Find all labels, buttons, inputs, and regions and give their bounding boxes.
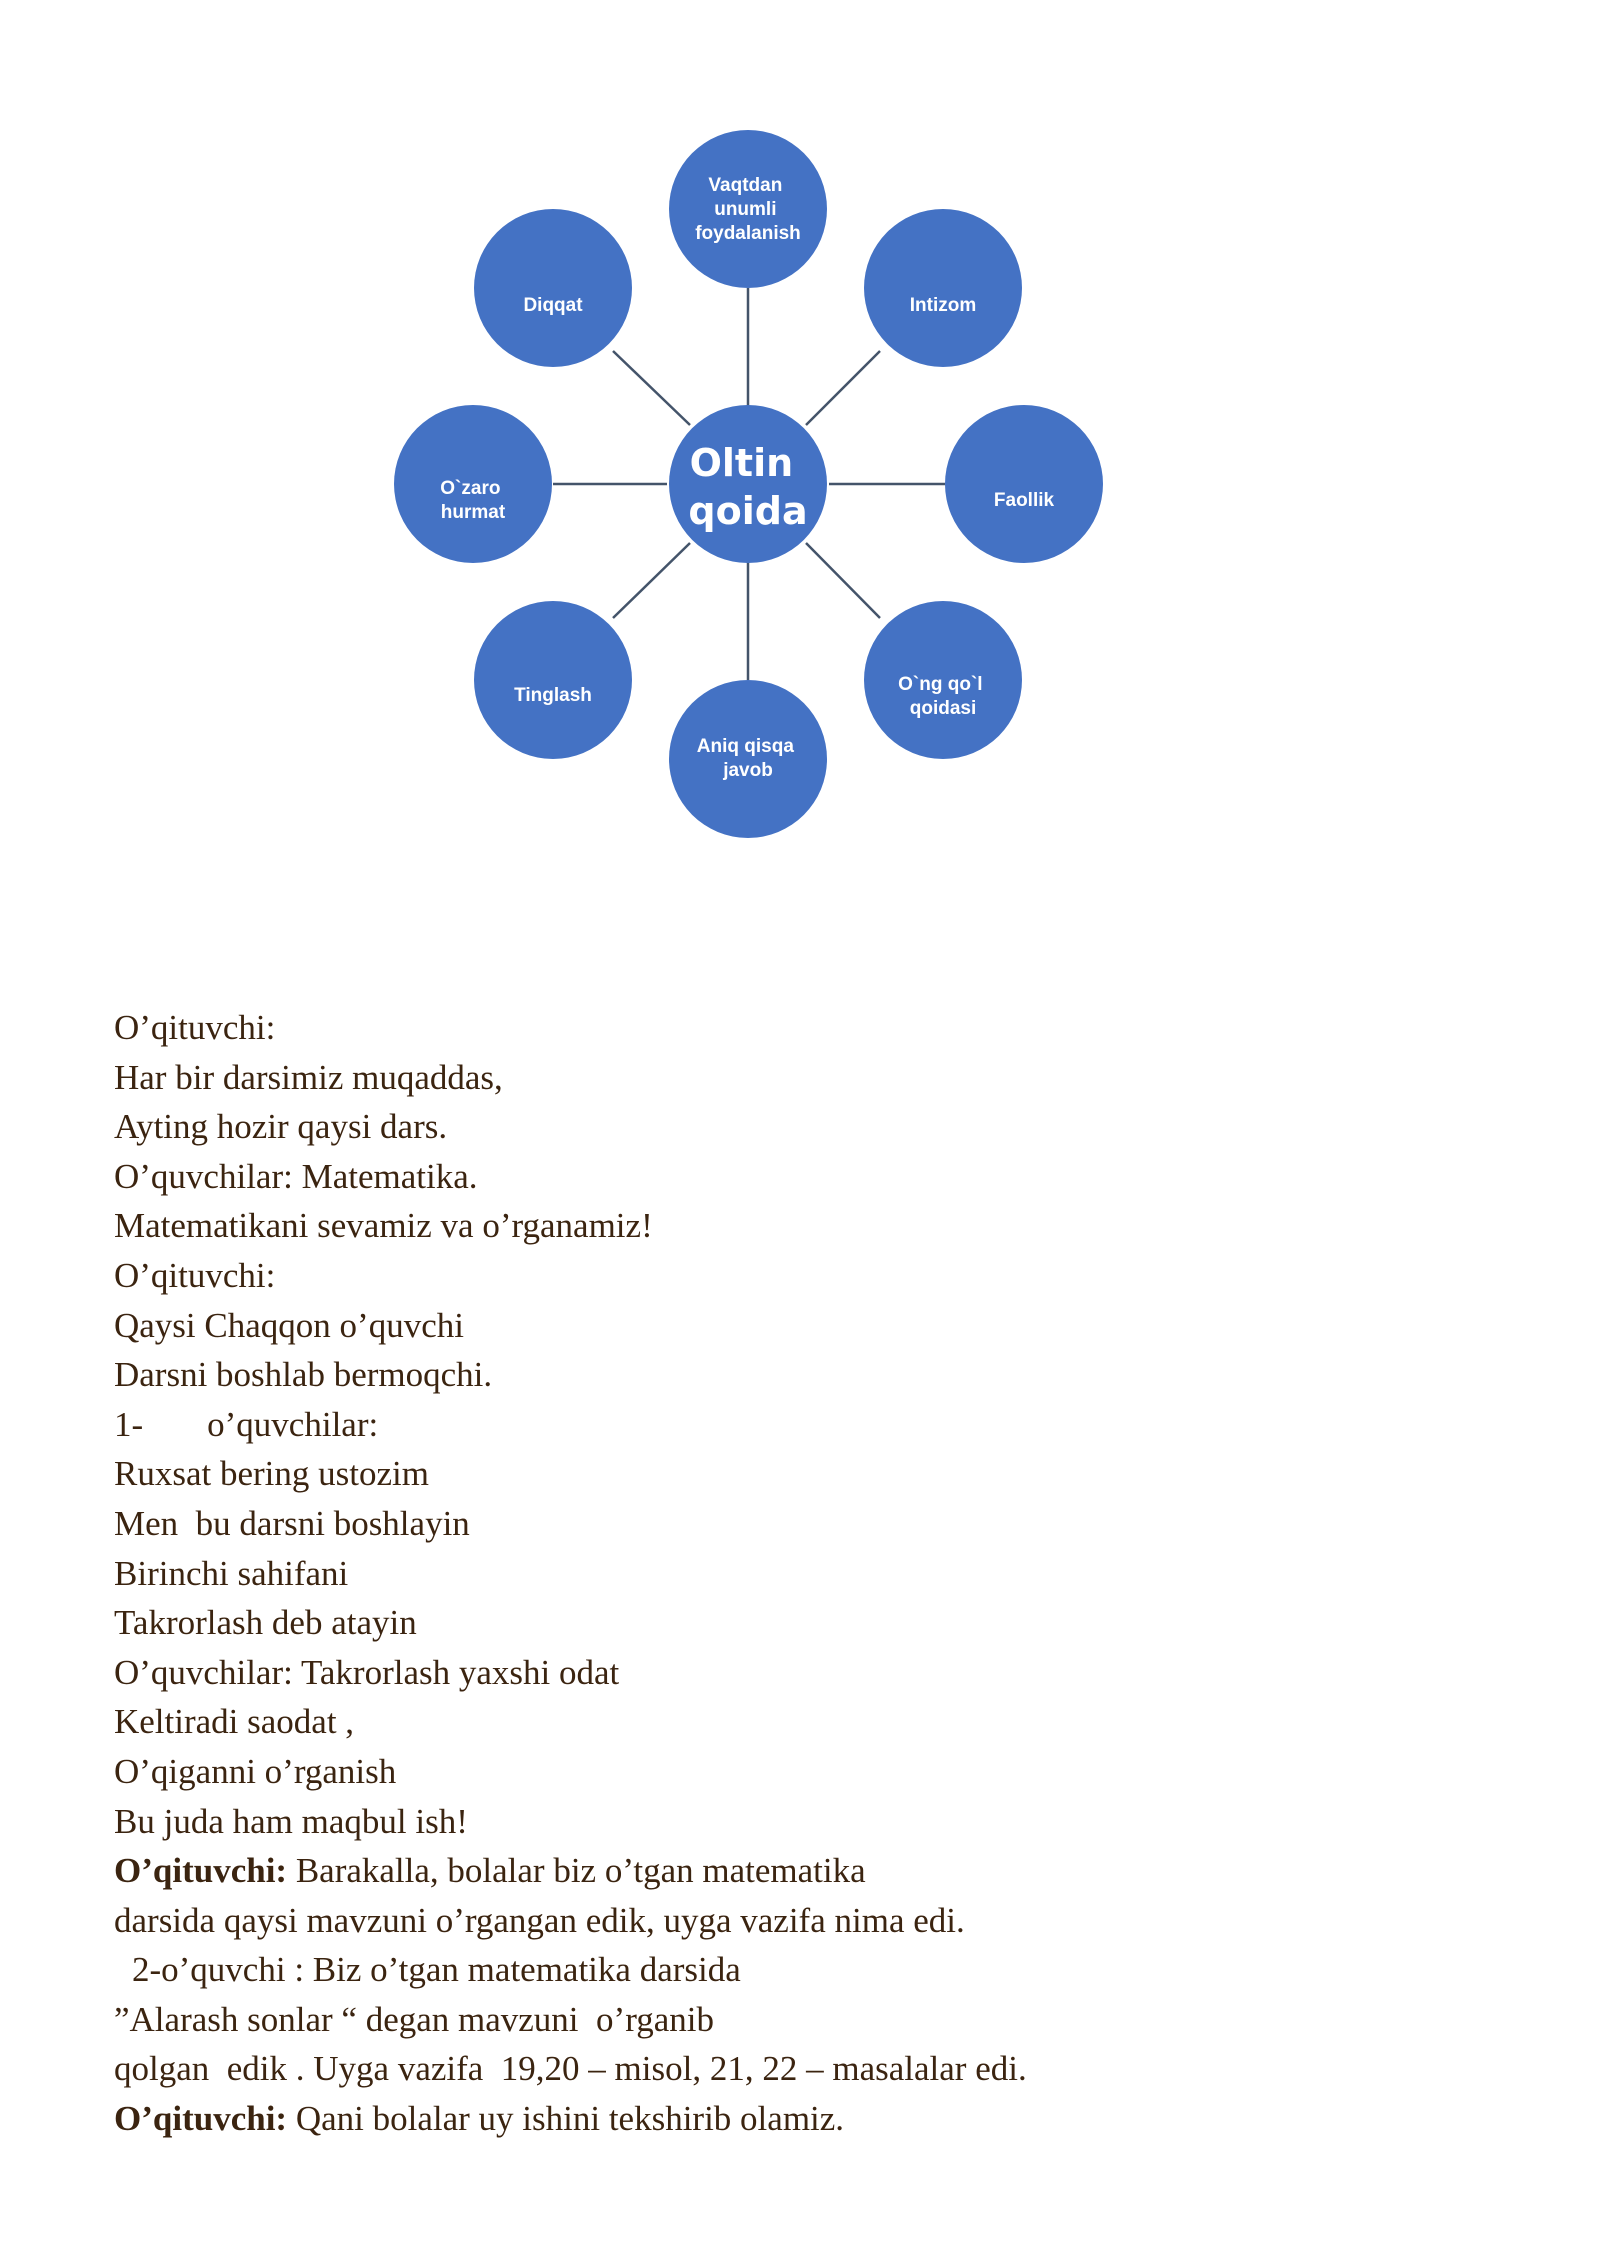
text-line-7: Qaysi Chaqqon o’quvchi — [114, 1305, 464, 1345]
text-line-12: Birinchi sahifani — [114, 1553, 349, 1593]
node-left-line-2: hurmat — [440, 502, 506, 523]
node-top — [669, 130, 827, 288]
text-line-4: O’quvchilar: Matematika. — [114, 1156, 478, 1196]
text-line-8: Darsni boshlab bermoqchi. — [114, 1355, 493, 1395]
node-top-right-label: Intizom — [909, 295, 977, 316]
text-line-13: Takrorlash deb atayin — [114, 1603, 417, 1643]
text-line-14: O’quvchilar: Takrorlash yaxshi odat — [114, 1652, 620, 1692]
text-line-18 — [114, 1846, 1514, 1896]
text-line-15: Keltiradi saodat , — [114, 1702, 355, 1742]
speaker-label: O’qituvchi: — [114, 1851, 288, 1891]
node-top-right — [864, 209, 1022, 367]
speaker-text: Barakalla, bolalar biz o’tgan matematika — [287, 1851, 866, 1891]
lesson-text — [114, 1003, 1514, 2144]
text-line-1: O’qituvchi: — [114, 1008, 276, 1047]
node-bottom-left — [474, 601, 632, 759]
node-top-line-3: foydalanish — [695, 223, 801, 244]
text-line-11: Men bu darsni boshlayin — [114, 1503, 470, 1543]
node-right-label: Faollik — [993, 490, 1055, 511]
node-bottom-right-line-2: qoidasi — [909, 698, 977, 719]
text-line-19: darsida qaysi mavzuni o’rgangan edik, uyga vazifa nima edi. — [114, 1900, 965, 1940]
text-line-23 — [114, 2094, 1514, 2144]
connector-top-right — [806, 351, 880, 425]
connector-bottom-right — [806, 543, 880, 618]
node-right — [945, 405, 1103, 563]
text-line-2: Har bir darsimiz muqaddas, — [114, 1057, 503, 1097]
text-line-16: O’qiganni o’rganish — [114, 1751, 397, 1791]
node-left-line-1: O`zaro — [440, 478, 501, 499]
node-bottom — [669, 680, 827, 838]
text-line-20: 2-o’quvchi : Biz o’tgan matematika darsida — [132, 1950, 741, 1990]
text-line-17: Bu juda ham maqbul ish! — [114, 1801, 468, 1841]
speaker-text: Qani bolalar uy ishini tekshirib olamiz. — [287, 2099, 845, 2139]
text-line-5: Matematikani sevamiz va o’rganamiz! — [114, 1206, 653, 1246]
text-line-10: Ruxsat bering ustozim — [114, 1454, 429, 1494]
speaker-label: O’qituvchi: — [114, 2099, 288, 2139]
oltin-qoida-diagram — [0, 0, 1600, 880]
connector-top-left — [613, 351, 690, 425]
list-number: 1- — [114, 1404, 144, 1444]
center-line-2: qoida — [688, 489, 808, 533]
text-line-21: ”Alarash sonlar “ degan mavzuni o’rganib — [114, 1999, 714, 2039]
node-left — [394, 405, 552, 563]
node-bottom-right — [864, 601, 1022, 759]
text-line-9 — [114, 1400, 1514, 1450]
node-top-line-2: unumli — [714, 199, 777, 220]
node-top-left-label: Diqqat — [523, 295, 583, 316]
node-bottom-left-label: Tinglash — [514, 685, 592, 706]
connector-bottom-left — [613, 543, 690, 618]
node-top-left — [474, 209, 632, 367]
node-center — [669, 405, 827, 563]
node-bottom-line-1: Aniq qisqa — [696, 736, 794, 757]
text-line-3: Ayting hozir qaysi dars. — [114, 1107, 448, 1147]
list-text: o’quvchilar: — [207, 1404, 379, 1444]
node-bottom-line-2: javob — [723, 760, 773, 781]
text-line-22: qolgan edik . Uyga vazifa 19,20 – misol, 21, 22 – masalalar edi. — [114, 2049, 1027, 2089]
center-line-1: Oltin — [689, 441, 794, 485]
text-line-6: O’qituvchi: — [114, 1255, 276, 1295]
node-top-line-1: Vaqtdan — [708, 175, 783, 196]
node-bottom-right-line-1: O`ng qo`l — [898, 674, 983, 695]
